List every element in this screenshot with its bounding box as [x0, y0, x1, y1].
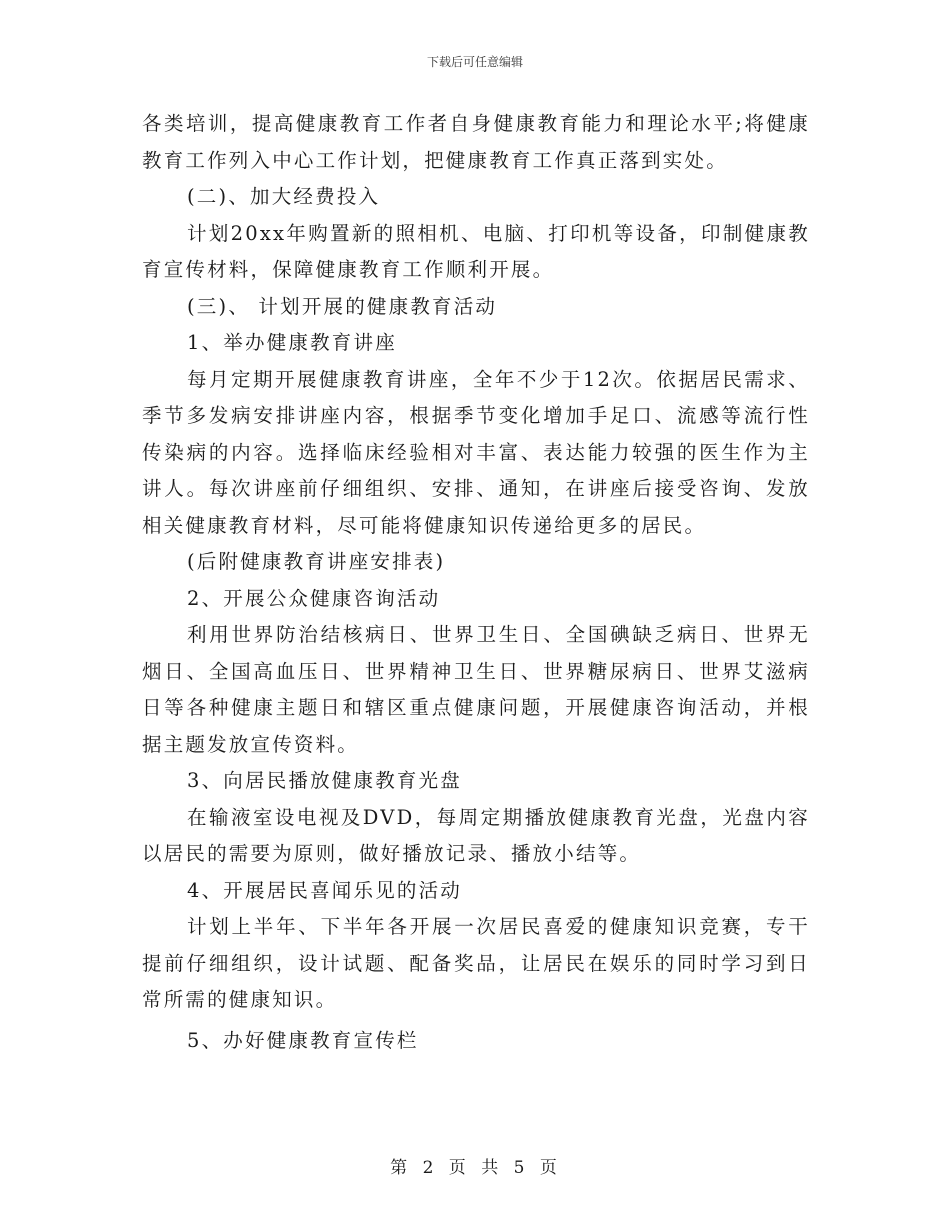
section-heading: (二)、加大经费投入 [187, 185, 381, 208]
paragraph-note: (后附健康教育讲座安排表) [187, 550, 446, 573]
paragraph: 利用世界防治结核病日、世界卫生日、全国碘缺乏病日、世界无烟日、全国高血压日、世界精神卫生日、世界糖尿病日、世界艾滋病日等各种健康主题日和辖区重点健康问题，开展健康咨询活动，并根据主题发放宣传资料。 [142, 623, 810, 756]
subsection-heading: 2、开展公众健康咨询活动 [187, 586, 441, 610]
page-number-footer: 第 2 页 共 5 页 [390, 1158, 560, 1178]
section-heading: (三)、 计划开展的健康教育活动 [187, 294, 498, 318]
subsection-heading: 3、向居民播放健康教育光盘 [187, 769, 463, 792]
subsection-heading: 4、开展居民喜闻乐见的活动 [187, 878, 463, 902]
subsection-heading: 5、办好健康教育宣传栏 [187, 1028, 419, 1052]
paragraph: 计划上半年、下半年各开展一次居民喜爱的健康知识竞赛，专干提前仔细组织，设计试题、配备奖品，让居民在娱乐的同时学习到日常所需的健康知识。 [142, 915, 810, 1011]
paragraph: 各类培训，提高健康教育工作者自身健康教育能力和理论水平;将健康教育工作列入中心工作计划，把健康教育工作真正落到实处。 [142, 112, 810, 172]
paragraph: 在输液室设电视及DVD，每周定期播放健康教育光盘，光盘内容以居民的需要为原则，做好播放记录、播放小结等。 [142, 805, 810, 865]
paragraph: 计划20xx年购置新的照相机、电脑、打印机等设备，印制健康教育宣传材料，保障健康教育工作顺利开展。 [142, 221, 810, 281]
document-body [142, 106, 810, 1059]
paragraph: 每月定期开展健康教育讲座，全年不少于12次。依据居民需求、季节多发病安排讲座内容，根据季节变化增加手足口、流感等流行性传染病的内容。选择临床经验相对丰富、表达能力较强的医生作为主讲人。每次讲座前仔细组织、安排、通知，在讲座后接受咨询、发放相关健康教育材料，尽可能将健康知识传递给更多的居民。 [142, 367, 810, 537]
header-note: 下载后可任意编辑 [426, 55, 523, 69]
subsection-heading: 1、举办健康教育讲座 [187, 331, 397, 354]
